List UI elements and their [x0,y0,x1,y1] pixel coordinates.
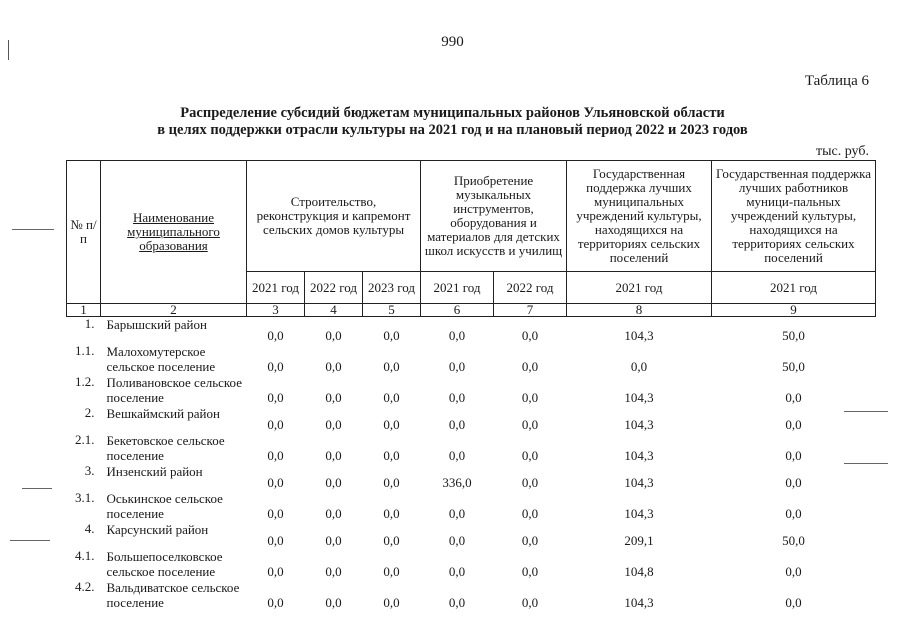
row-number: 2. [84,406,95,420]
cell-value: 0,0 [383,475,400,490]
cell-value: 0,0 [267,390,284,405]
cell-value: 0,0 [448,533,466,548]
column-number: 4 [305,304,363,317]
row-name: Поливановское сельское поселение [106,375,242,405]
column-number: 8 [567,304,712,317]
header-name: Наименование муниципального образования [101,161,247,304]
cell-value: 50,0 [782,533,805,548]
table-row [67,344,876,375]
cell-value: 104,8 [624,564,654,579]
cell-value: 104,3 [624,595,654,610]
cell-value: 0,0 [448,359,466,374]
row-number: 2.1. [75,433,95,447]
cell-value: 0,0 [267,448,284,463]
cell-value: 0,0 [521,506,539,521]
header-support-workers: Государственная поддержка лучших работников муници-пальных учреждений культуры, находящихся на территориях сельских поселений [712,161,876,272]
cell-value: 0,0 [325,328,342,343]
cell-value: 0,0 [325,506,342,521]
cell-value: 0,0 [448,564,466,579]
table-row [67,317,876,345]
cell-value: 0,0 [785,595,802,610]
row-name: Большепоселковское сельское поселение [106,549,223,579]
cell-value: 0,0 [448,448,466,463]
cell-value: 0,0 [785,448,802,463]
column-number: 6 [421,304,494,317]
row-number: 3.1. [75,491,95,505]
row-number: 1.2. [75,375,95,389]
cell-value: 0,0 [325,390,342,405]
cell-value: 0,0 [521,359,539,374]
header-year-2022: 2022 год [494,272,567,304]
cell-value: 0,0 [521,448,539,463]
header-year-2023: 2023 год [363,272,421,304]
table-row [67,549,876,580]
row-name: Барышский район [106,317,207,332]
cell-value: 104,3 [624,448,654,463]
cell-value: 0,0 [448,595,466,610]
cell-value: 336,0 [442,475,472,490]
table-row [67,491,876,522]
row-name: Малохомутерское сельское поселение [106,344,216,374]
cell-value: 0,0 [785,417,802,432]
column-number: 7 [494,304,567,317]
cell-value: 209,1 [624,533,654,548]
cell-value: 0,0 [521,328,539,343]
row-name: Вешкаймский район [106,406,220,421]
units-label: тыс. руб. [816,144,869,159]
cell-value: 0,0 [325,475,342,490]
cell-value: 0,0 [267,328,284,343]
cell-value: 0,0 [785,564,802,579]
row-number: 4.1. [75,549,95,563]
cell-value: 0,0 [630,359,648,374]
cell-value: 0,0 [267,417,284,432]
column-number: 3 [247,304,305,317]
cell-value: 0,0 [448,390,466,405]
cell-value: 0,0 [325,417,342,432]
cell-value: 0,0 [383,506,400,521]
scan-artifact [844,411,888,412]
cell-value: 0,0 [267,359,284,374]
cell-value: 0,0 [325,533,342,548]
cell-value: 0,0 [325,448,342,463]
cell-value: 0,0 [521,475,539,490]
row-name: Бекетовское сельское поселение [106,433,225,463]
scan-artifact [12,229,54,230]
column-number: 5 [363,304,421,317]
row-name: Вальдиватское сельское поселение [106,580,240,610]
cell-value: 0,0 [521,417,539,432]
title-line-1: Распределение субсидий бюджетам муниципальных районов Ульяновской области [180,105,725,121]
header-support-institutions: Государственная поддержка лучших муниципальных учреждений культуры, находящихся на территориях сельских поселений [567,161,712,272]
scan-artifact [22,488,52,489]
table-row [67,580,876,611]
column-number: 9 [712,304,876,317]
header-year-2021: 2021 год [421,272,494,304]
cell-value: 0,0 [785,390,802,405]
cell-value: 104,3 [624,417,654,432]
row-name: Карсунский район [106,522,209,537]
subsidy-table [66,160,876,611]
cell-value: 104,3 [624,475,654,490]
table-row [67,464,876,491]
cell-value: 0,0 [383,359,400,374]
row-number: 3. [84,464,95,478]
cell-value: 0,0 [383,595,400,610]
cell-value: 0,0 [267,564,284,579]
cell-value: 0,0 [267,506,284,521]
column-number: 1 [67,304,101,317]
cell-value: 104,3 [624,506,654,521]
cell-value: 0,0 [383,328,400,343]
cell-value: 0,0 [521,533,539,548]
header-year-2021: 2021 год [247,272,305,304]
cell-value: 50,0 [782,328,805,343]
cell-value: 0,0 [267,595,284,610]
cell-value: 0,0 [325,359,342,374]
row-number: 1.1. [75,344,95,358]
header-year-2022: 2022 год [305,272,363,304]
scan-artifact [844,463,888,464]
cell-value: 0,0 [521,564,539,579]
cell-value: 104,3 [624,390,654,405]
cell-value: 0,0 [325,564,342,579]
cell-value: 104,3 [624,328,654,343]
document-title [0,105,905,139]
cell-value: 0,0 [383,417,400,432]
cell-value: 0,0 [383,533,400,548]
table-row [67,375,876,406]
row-number: 4. [84,522,95,536]
table-label: Таблица 6 [804,73,869,89]
cell-value: 0,0 [448,417,466,432]
cell-value: 0,0 [448,328,466,343]
row-name: Инзенский район [106,464,203,479]
page-number: 990 [441,34,464,50]
scan-artifact [10,540,50,541]
row-number: 1. [84,316,95,331]
cell-value: 0,0 [383,390,400,405]
cell-value: 0,0 [785,506,802,521]
cell-value: 0,0 [383,448,400,463]
header-year-2021: 2021 год [712,272,876,304]
cell-value: 0,0 [785,475,802,490]
row-number: 4.2. [75,580,95,594]
cell-value: 0,0 [521,595,539,610]
cell-value: 0,0 [521,390,539,405]
table-row [67,433,876,464]
cell-value: 0,0 [448,506,466,521]
header-instruments: Приобретение музыкальных инструментов, оборудования и материалов для детских школ искусств и училищ [421,161,567,272]
header-num: № п/п [67,161,101,304]
table-row [67,522,876,549]
header-construction: Строительство, реконструкция и капремонт сельских домов культуры [247,161,421,272]
table-row [67,406,876,433]
header-year-2021: 2021 год [567,272,712,304]
cell-value: 0,0 [267,533,284,548]
cell-value: 0,0 [383,564,400,579]
cell-value: 0,0 [267,475,284,490]
cell-value: 0,0 [325,595,342,610]
row-name: Оськинское сельское поселение [106,491,223,521]
column-number: 2 [101,304,247,317]
cell-value: 50,0 [782,359,805,374]
title-line-2: в целях поддержки отрасли культуры на 2021 год и на плановый период 2022 и 2023 годов [157,122,748,138]
